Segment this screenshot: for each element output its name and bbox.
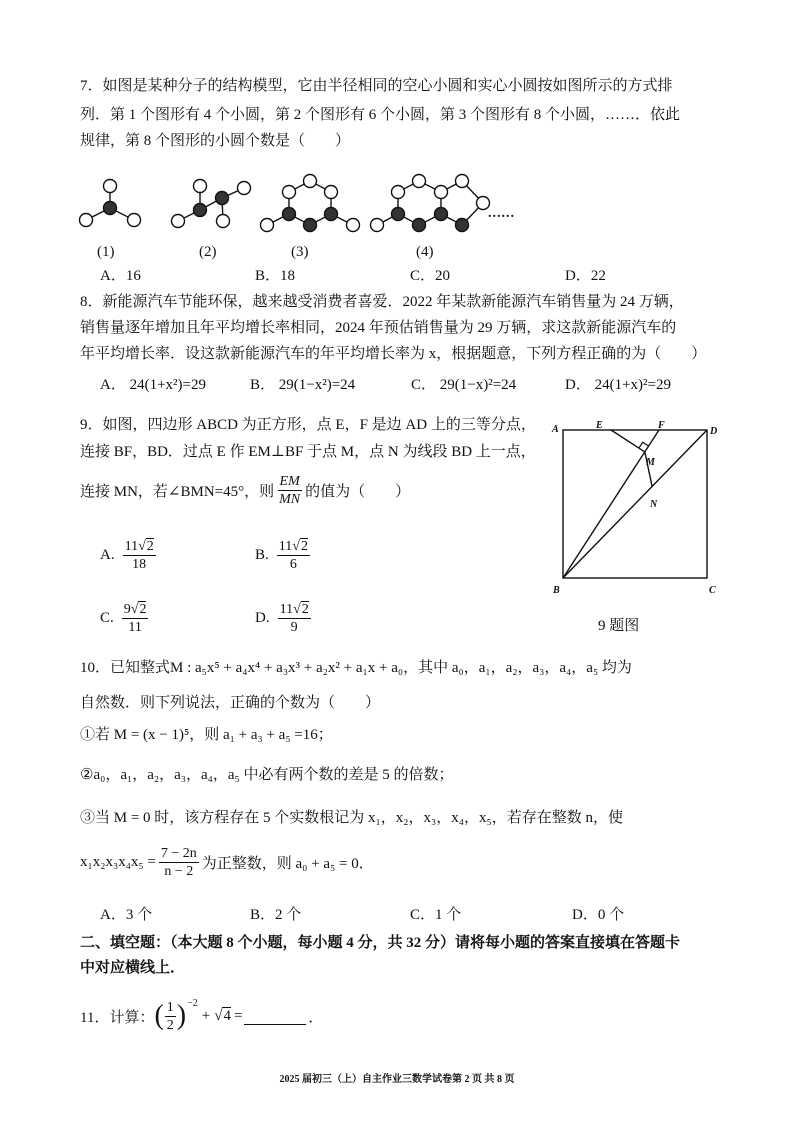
q8-option-c	[411, 375, 516, 395]
solid-circle	[413, 219, 426, 232]
option-label: B．	[250, 907, 276, 923]
q7-option-b	[255, 266, 295, 286]
section-2-heading: 二、填空题：（本大题 8 个小题，每小题 4 分，共 32 分）请将每小题的答案直接填在答题卡	[80, 935, 681, 951]
point-label-e: E	[596, 420, 603, 431]
option-value: 16	[125, 268, 141, 284]
molecule-figure-4	[371, 175, 490, 232]
q10-statement-3: ③当 M = 0 时，该方程存在 5 个实数根记为 x₁，x₂，x₃，x₄，x₅，若存在整数 n，使	[80, 810, 623, 826]
hollow-circle	[304, 175, 317, 188]
option-label: B．	[255, 268, 281, 284]
q7-line-3: 规律，第 8 个图形的小圆个数是（ ）	[80, 133, 351, 149]
option-fraction	[122, 601, 149, 636]
plus-sign: +	[201, 1007, 211, 1024]
point-label-m: M	[646, 457, 655, 468]
option-label: A．	[100, 907, 126, 923]
q10-option-d	[572, 905, 624, 925]
coefficient: 9	[123, 601, 131, 617]
equals-sign: =	[233, 1007, 243, 1024]
q9-square-figure	[540, 410, 730, 605]
radicand: 2	[139, 601, 147, 617]
hollow-circle	[392, 186, 405, 199]
option-label: C．	[410, 907, 436, 923]
answer-blank	[244, 1008, 306, 1025]
hollow-circle	[283, 186, 296, 199]
option-expr: 29(1−x)²=24	[439, 377, 517, 393]
option-value: 0 个	[597, 907, 625, 923]
hollow-circle	[172, 215, 185, 228]
option-label: D．	[565, 268, 591, 284]
q7-line-2: 列．第 1 个图形有 4 个小圆，第 2 个图形有 6 个小圆，第 3 个图形有 8 个小圆，……．依此	[80, 107, 681, 123]
option-label: A．	[100, 268, 126, 284]
q10-fraction	[159, 845, 199, 880]
q9-option-c	[100, 598, 151, 638]
point-label-d: D	[710, 426, 718, 437]
figure-label-1: (1)	[97, 244, 115, 260]
hollow-circle	[413, 175, 426, 188]
option-label: B.	[255, 546, 269, 563]
molecule-figure-1	[80, 180, 141, 227]
option-label: A．	[100, 377, 126, 393]
solid-circle	[392, 208, 405, 221]
q9-option-b	[255, 535, 313, 575]
fraction-denominator: 18	[132, 556, 147, 572]
point-label-f: F	[658, 420, 665, 431]
option-value: 1 个	[435, 907, 462, 923]
coefficient: 11	[279, 601, 294, 617]
point-label-a: A	[552, 424, 559, 435]
option-label: C．	[410, 268, 436, 284]
hollow-circle	[80, 214, 93, 227]
option-fraction	[278, 601, 311, 636]
molecule-figures	[0, 160, 560, 240]
q10-option-c	[410, 905, 461, 925]
q8-option-a	[100, 375, 206, 395]
exponent: −2	[187, 997, 198, 1009]
fraction-numerator: 7 − 2n	[160, 845, 197, 861]
q11-fraction	[165, 999, 176, 1034]
option-value: 18	[280, 268, 296, 284]
fraction-denominator: MN	[279, 491, 301, 507]
q7-option-c	[410, 266, 450, 286]
option-value: 22	[590, 268, 606, 284]
figure-continuation-dots: ......	[488, 206, 515, 221]
hollow-circle	[347, 219, 360, 232]
sqrt-sign: √	[292, 538, 300, 554]
left-paren: (	[154, 1000, 164, 1031]
q9-line-1: 9．如图，四边形 ABCD 为正方形，点 E，F 是边 AD 上的三等分点，	[80, 417, 536, 433]
fraction-numerator: EM	[279, 473, 300, 489]
q8-line-3: 年平均增长率．设这款新能源汽车的年平均增长率为 x，根据题意，下列方程正确的为（ ）	[80, 346, 707, 362]
q10-line-1	[80, 658, 632, 678]
product-expr: x₁x₂x₃x₄x₅ =	[80, 853, 156, 870]
point-label-b: B	[553, 585, 560, 596]
option-expr: 29(1−x²)=24	[278, 377, 356, 393]
sqrt-sign: √	[293, 601, 301, 617]
right-paren: )	[176, 1000, 187, 1031]
q9-ratio-fraction	[277, 473, 302, 508]
hollow-circle	[104, 180, 117, 193]
q9-line-3-after: 的值为（ ）	[305, 483, 411, 500]
sqrt-sign: √	[130, 601, 139, 617]
hollow-circle	[261, 219, 274, 232]
q7-option-a	[100, 266, 141, 286]
q9-figure-caption: 9 题图	[598, 618, 640, 634]
solid-circle	[456, 219, 469, 232]
option-value: 20	[435, 268, 451, 284]
fraction-denominator: n − 2	[164, 863, 194, 879]
q10-statement-3-cont	[80, 842, 374, 882]
figure-label-4: (4)	[416, 244, 434, 260]
sqrt-sign: √	[138, 538, 146, 554]
option-label: C．	[411, 377, 437, 393]
fraction-numerator	[278, 601, 311, 619]
figure-label-3: (3)	[291, 244, 309, 260]
point-label-n: N	[650, 499, 658, 510]
section-2-heading-cont: 中对应横线上．	[80, 960, 186, 976]
q9-line-3	[80, 470, 410, 510]
sqrt-sign: √	[214, 1007, 223, 1024]
point-label-c: C	[709, 585, 716, 596]
option-value: 2 个	[275, 907, 302, 923]
radicand: 2	[146, 538, 154, 554]
solid-circle	[104, 202, 117, 215]
q10-option-b	[250, 905, 301, 925]
q8-option-b	[250, 375, 355, 395]
q11-end: ．	[308, 1009, 324, 1026]
segment-bd	[563, 430, 707, 578]
molecule-figure-3	[261, 175, 360, 232]
hollow-circle	[435, 186, 448, 199]
q7-option-d	[565, 266, 606, 286]
fraction-numerator	[122, 601, 149, 619]
fraction-denominator: 11	[128, 619, 142, 635]
fraction-denominator: 2	[166, 1017, 174, 1033]
solid-circle	[435, 208, 448, 221]
segment-em	[611, 430, 645, 452]
q10-option-a	[100, 905, 152, 925]
q8-option-d	[565, 375, 671, 395]
option-value: 3 个	[125, 907, 153, 923]
option-expr: 24(1+x²)=29	[129, 377, 206, 393]
option-fraction	[123, 538, 156, 573]
q11-prefix: 11．计算：	[80, 1009, 155, 1026]
q10-line-2: 自然数．则下列说法，正确的个数为（ ）	[80, 695, 381, 711]
q9-option-d	[255, 598, 314, 638]
polynomial-m: M : a₅x⁵ + a₄x⁴ + a₃x³ + a₂x² + a₁x + a₀	[170, 660, 404, 676]
option-label: D.	[255, 609, 270, 626]
option-label: D．	[565, 377, 591, 393]
option-label: A.	[100, 546, 115, 563]
radicand: 2	[301, 601, 309, 617]
q10-statement-1: ①若 M = (x − 1)⁵，则 a₁ + a₃ + a₅ =16；	[80, 727, 333, 743]
fraction-denominator: 6	[289, 556, 297, 572]
hollow-circle	[238, 182, 251, 195]
hollow-circle	[217, 215, 230, 228]
option-label: B．	[250, 377, 276, 393]
fraction-numerator	[123, 538, 156, 556]
hollow-circle	[128, 214, 141, 227]
q9-option-a	[100, 535, 159, 575]
q8-line-1: 8．新能源汽车节能环保，越来越受消费者喜爱．2022 年某款新能源汽车销售量为 24 万辆，	[80, 294, 684, 310]
hollow-circle	[194, 180, 207, 193]
solid-circle	[283, 208, 296, 221]
q11-line	[80, 996, 323, 1036]
coefficient: 11	[124, 538, 139, 554]
hollow-circle	[456, 175, 469, 188]
q9-line-2: 连接 BF，BD．过点 E 作 EM⊥BF 于点 M，点 N 为线段 BD 上一点，	[80, 444, 536, 460]
solid-circle	[194, 204, 207, 217]
q10-statement-2: ②a₀，a₁，a₂，a₃，a₄，a₅ 中必有两个数的差是 5 的倍数；	[80, 767, 454, 783]
hollow-circle	[371, 219, 384, 232]
page-footer: 2025 届初三（上）自主作业三数学试卷第 2 页 共 8 页	[279, 1074, 515, 1085]
q10-line-1-suffix: ，其中 a₀，a₁，a₂，a₃，a₄，a₅ 均为	[403, 660, 632, 676]
coefficient: 11	[278, 538, 293, 554]
hollow-circle	[325, 186, 338, 199]
q10-line-1-prefix: 10．已知整式	[80, 660, 171, 676]
fraction-numerator	[277, 538, 310, 556]
fraction-numerator: 1	[166, 999, 174, 1015]
figure-label-2: (2)	[199, 244, 217, 260]
solid-circle	[325, 208, 338, 221]
q8-line-2: 销售量逐年增加且年平均增长率相同，2024 年预估销售量为 29 万辆，求这款新能源汽车的	[80, 320, 677, 336]
q10-statement-3-end: 为正整数，则 a₀ + a₅ = 0．	[201, 855, 374, 872]
radicand: 4	[223, 1008, 231, 1024]
solid-circle	[216, 192, 229, 205]
option-label: D．	[572, 907, 598, 923]
q9-line-3-before: 连接 MN，若∠BMN=45°，则	[80, 483, 275, 500]
radicand: 2	[300, 538, 308, 554]
option-label: C.	[100, 609, 114, 626]
solid-circle	[304, 219, 317, 232]
option-fraction	[277, 538, 310, 573]
fraction-denominator: 9	[290, 619, 298, 635]
q7-line-1: 7．如图是某种分子的结构模型，它由半径相同的空心小圆和实心小圆按如图所示的方式排	[80, 78, 673, 94]
option-expr: 24(1+x)²=29	[594, 377, 671, 393]
